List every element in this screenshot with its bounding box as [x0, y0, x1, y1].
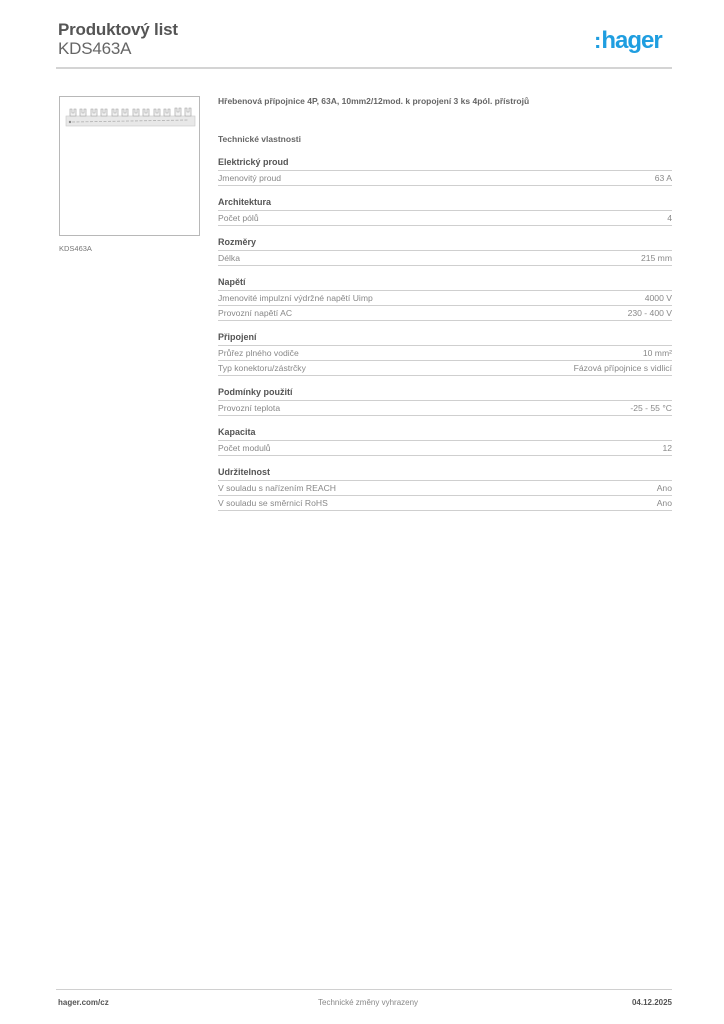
spec-label: Jmenovitý proud — [218, 173, 282, 183]
section-architecture — [218, 196, 672, 226]
page-title: Produktový list — [58, 20, 178, 39]
footer-divider — [56, 989, 672, 990]
section-voltage — [218, 276, 672, 321]
section-title: Udržitelnost — [218, 466, 672, 481]
section-title: Kapacita — [218, 426, 672, 441]
spec-value: 4 — [667, 213, 672, 223]
busbar-image — [64, 105, 197, 131]
spec-label: Jmenovité impulzní výdržné napětí Uimp — [218, 293, 373, 303]
spec-value: 10 mm² — [642, 348, 672, 358]
spec-row — [218, 251, 672, 266]
section-sustainability — [218, 466, 672, 511]
spec-value: -25 - 55 °C — [630, 403, 672, 413]
logo-colon: : — [594, 28, 601, 53]
section-electric-current — [218, 156, 672, 186]
spec-row — [218, 346, 672, 361]
spec-label: Délka — [218, 253, 240, 263]
spec-label: V souladu s nařízením REACH — [218, 483, 336, 493]
product-code: KDS463A — [58, 39, 132, 58]
spec-value: Ano — [656, 498, 672, 508]
section-operating-conditions — [218, 386, 672, 416]
spec-row — [218, 171, 672, 186]
product-description: Hřebenová přípojnice 4P, 63A, 10mm2/12mod. k propojení 3 ks 4pól. přístrojů — [218, 96, 530, 106]
spec-row — [218, 291, 672, 306]
spec-label: Počet pólů — [218, 213, 259, 223]
spec-value: Fázová přípojnice s vidlicí — [573, 363, 672, 373]
spec-label: Typ konektoru/zástrčky — [218, 363, 306, 373]
spec-row — [218, 496, 672, 511]
section-connection — [218, 331, 672, 376]
image-caption: KDS463A — [59, 244, 92, 253]
spec-label: Počet modulů — [218, 443, 271, 453]
footer-date: 04.12.2025 — [631, 998, 672, 1007]
spec-label: Průřez plného vodiče — [218, 348, 299, 358]
footer-notice: Technické změny vyhrazeny — [318, 998, 419, 1007]
section-title: Podmínky použití — [218, 386, 672, 401]
logo-text: hager — [601, 27, 662, 54]
spec-row — [218, 401, 672, 416]
product-image-frame — [59, 96, 200, 236]
spec-content — [218, 96, 672, 521]
spec-value: 12 — [662, 443, 672, 453]
spec-value: 215 mm — [640, 253, 672, 263]
spec-value: 4000 V — [644, 293, 672, 303]
spec-value: 230 - 400 V — [627, 308, 672, 318]
section-title: Architektura — [218, 196, 672, 211]
section-title: Napětí — [218, 276, 672, 291]
spec-row — [218, 361, 672, 376]
spec-value: 63 A — [654, 173, 672, 183]
spec-row — [218, 441, 672, 456]
tech-heading: Technické vlastnosti — [218, 134, 301, 144]
spec-label: Provozní napětí AC — [218, 308, 293, 318]
section-capacity — [218, 426, 672, 456]
spec-label: Provozní teplota — [218, 403, 281, 413]
spec-row — [218, 306, 672, 321]
section-title: Rozměry — [218, 236, 672, 251]
header-divider — [56, 67, 672, 69]
footer-website-link[interactable]: hager.com/cz — [58, 998, 109, 1007]
section-title: Elektrický proud — [218, 156, 672, 171]
section-dimensions — [218, 236, 672, 266]
spec-value: Ano — [656, 483, 672, 493]
spec-label: V souladu se směrnicí RoHS — [218, 498, 328, 508]
section-title: Připojení — [218, 331, 672, 346]
hager-logo — [594, 27, 662, 55]
spec-row — [218, 481, 672, 496]
spec-row — [218, 211, 672, 226]
